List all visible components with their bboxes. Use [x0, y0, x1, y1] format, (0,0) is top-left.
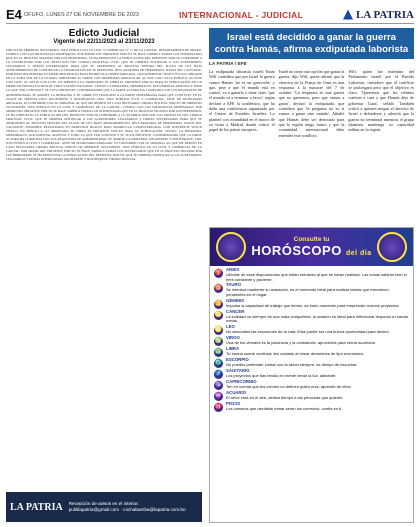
article-col-3: Wilf, quien fue miembro del Parlamento israelí por el Partido Laborista, consideró que el conflicto se prolongará pero que el objetivo es claro. 'Queremos que los rehenes vuelvan a casa y que Hamás deje de gobernar Gaza', señaló. También criticó a quienes niegan el derecho de Israel a defenderse y advirtió que la guerra no terminará mientras el grupo islamista mantenga su capacidad militar en la región. — [348, 69, 414, 133]
footer-line-1: Recepción de avisos en el interior: — [68, 501, 139, 506]
article-column — [209, 28, 414, 523]
edict-title: Edicto Judicial — [68, 28, 140, 39]
page-number: E4 — [6, 7, 22, 22]
footer-contact — [69, 501, 186, 513]
sign-name: ACUARIO — [226, 390, 247, 396]
sign-text: Ubícate de esas disposiciones que están entrando al que se harán realidad. Las cosas saldrán bien si eres constante y paciente. — [226, 271, 407, 282]
horoscope-title-suffix: del día — [345, 250, 372, 257]
horoscope-sign — [214, 358, 409, 368]
brand-name: LA PATRIA — [356, 8, 414, 21]
sign-name: LEO — [226, 324, 235, 330]
zodiac-sign-icon: ♈ — [214, 270, 223, 276]
horoscope-sign — [214, 283, 409, 297]
article-col-1: La exdiputada laborista israelí Einat Wilf considera que por Israel la guerra contra Hamás 'no es un genocidio' y que, pese a que 'el mundo está en contra', va a ganarla y tiene claro 'que el mundo va a terminar a favor', según declaró a EFE la académica, que ha dado una conferencia organizada por el Centro de Estudios Israelíes. Lo planteó con rotundidad en el marco de su visita a Madrid, donde criticó el papel de los países europeos. — [209, 69, 275, 133]
zodiac-sign-icon: ♒ — [214, 393, 223, 400]
sign-body — [226, 391, 343, 401]
horoscope-header — [210, 228, 413, 266]
sign-text: El amor está en el aire, dedica tiempo a las personas que quieres. — [226, 394, 344, 400]
horoscope-sign — [214, 310, 409, 324]
article-byline: LA PATRIA / EFE — [209, 62, 247, 67]
sign-text: Impulsa la capacidad de trabajo que tienes, es buen momento para emprender nuevos proyectos. — [226, 302, 400, 308]
sign-text: Se interesa mantener su actuación, es el momento ideal para realizar tareas que estuvieron pendientes en el hogar. — [226, 287, 389, 297]
sign-body — [226, 283, 409, 297]
horoscope-sign — [214, 391, 409, 401]
horoscope-sign — [214, 347, 409, 357]
sign-name: CAPRICORNIO — [226, 379, 257, 385]
sign-body — [226, 268, 409, 282]
edict-body: EDICTO DE ABIERTOS SUCESIONES. JUEZ PÚBLICO EN LO CIVIL Y COMERCIAL Nº 17 DE LA CAPITAL, DEPARTAMENTO DE ORURO, CUMPLE CON LAS DILIGENCIAS ORDENADAS. POR MEDIO DEL PRESENTE EDICTO SE HACE SABER A TODOS LOS INTERESADOS QUE EN EL PROCESO SEGUIDO POR LOS HEREDEROS, SE HA DISPUESTO LA PUBLICACIÓN DEL PRESENTE EDICTO CONFORME A LO ESTABLECIDO POR LOS ARTÍCULOS DEL CÓDIGO PROCESAL CIVIL. QUE SE ORDENA NOTIFICAR A LOS ACREEDORES, LEGATARIOS Y DEMÁS INTERESADOS PARA QUE SE APERSONEN AL PROCESO DENTRO DEL PLAZO DE LEY BAJO APERCIBIMIENTO DE CONTINUAR LA TRAMITACIÓN EN SU REBELDÍA. DECLARATORIA DE HEREDEROS, DATOS DEL CAUSANTE, INMUEBLE REGISTRADO EN DERECHOS REALES BAJO MATRÍCULA COMPUTARIZADA, CON SUPERFICIE SEGÚN TÍTULO, UBICADO EN LA ZONA SUR DE LA CIUDAD, LIMITANDO AL NORTE CON PROPIEDAD PARTICULAR, AL SUR CON CALLE PÚBLICA, AL ESTE CON LOTE, AL OESTE CON LOTE. EN MÉRITO A LO ORDENADO SE LIBRA EL PRESENTE EDICTO PARA SU PUBLICACIÓN EN UN MEDIO DE PRENSA ESCRITA DE CIRCULACIÓN NACIONAL. VISTOS: LA DEMANDA, MEMORIALES, DOCUMENTAL ADJUNTA Y TODO LO QUE VER CONVINO Y SE TUVO PRESENTE, CONSIDERANDO QUE LA PARTE ACTORA HA CUMPLIDO CON LOS REQUISITOS DE ADMISIBILIDAD, SE ADMITE LA DEMANDA Y SE CORRE EN TRASLADO A LA PARTE DEMANDADA PARA QUE CONTESTE EN EL PLAZO DE TREINTA DÍAS. REGÍSTRESE Y NOTIFÍQUESE. FDO. JUEZ PÚBLICO CIVIL Y COMERCIAL. ANTE MÍ SECRETARIO ABOGADO. ES CONFORME CON SU ORIGINAL AL QUE ME REMITO EN CASO NECESARIO. ORURO, BOLIVIA. EDICTO DE ABIERTOS SUCESIONES. JUEZ PÚBLICO EN LO CIVIL Y COMERCIAL DE LA CAPITAL, CUMPLE CON LAS DILIGENCIAS ORDENADAS. POR MEDIO DEL PRESENTE EDICTO SE HACE SABER A TODOS LOS INTERESADOS QUE EN EL PROCESO SEGUIDO POR LOS HEREDEROS, SE HA DISPUESTO LA PUBLICACIÓN DEL PRESENTE EDICTO CONFORME A LO ESTABLECIDO POR LOS ARTÍCULOS DEL CÓDIGO PROCESAL CIVIL. QUE SE ORDENA NOTIFICAR A LOS ACREEDORES, LEGATARIOS Y DEMÁS INTERESADOS PARA QUE SE APERSONEN AL PROCESO DENTRO DEL PLAZO DE LEY BAJO APERCIBIMIENTO. DECLARATORIA DE HEREDEROS, DATOS DEL CAUSANTE, INMUEBLE REGISTRADO EN DERECHOS REALES BAJO MATRÍCULA COMPUTARIZADA, CON SUPERFICIE SEGÚN TÍTULO. EN MÉRITO A LO ORDENADO SE LIBRA EL PRESENTE EDICTO PARA SU PUBLICACIÓN. VISTOS: LA DEMANDA, MEMORIALES, DOCUMENTAL ADJUNTA Y TODO LO QUE VER CONVINO Y SE TUVO PRESENTE, CONSIDERANDO QUE LA PARTE ACTORA HA CUMPLIDO CON LOS REQUISITOS DE ADMISIBILIDAD, SE ADMITE LA DEMANDA. REGÍSTRESE Y NOTIFÍQUESE. FDO. JUEZ PÚBLICO CIVIL Y COMERCIAL. ANTE MÍ SECRETARIO ABOGADO. ES CONFORME CON SU ORIGINAL AL QUE ME REMITO EN CASO NECESARIO. ORURO, BOLIVIA. EDICTO DE ABIERTOS SUCESIONES. JUEZ PÚBLICO EN LO CIVIL Y COMERCIAL DE LA CAPITAL. POR MEDIO DEL PRESENTE EDICTO SE HACE SABER A TODOS LOS INTERESADOS QUE EN EL PROCESO SEGUIDO POR LOS HEREDEROS SE HA DISPUESTO LA PUBLICACIÓN DEL PRESENTE EDICTO. QUE SE ORDENA NOTIFICAR A LOS ACREEDORES, LEGATARIOS Y DEMÁS INTERESADOS. REGÍSTRESE Y NOTIFÍQUESE. ORURO, BOLIVIA. — [6, 48, 202, 162]
sign-body — [226, 380, 352, 390]
zodiac-sign-icon: ♌ — [214, 327, 223, 334]
zodiac-wheel-icon — [216, 232, 246, 262]
zodiac-sign-icon: ♏ — [214, 360, 223, 367]
sign-name: ESCORPIO — [226, 357, 249, 363]
horoscope-title — [251, 243, 371, 258]
sign-body — [226, 347, 364, 357]
zodiac-sign-icon: ♋ — [214, 311, 223, 318]
edict-subtitle: Vigente del 22/11/2023 al 23/11/2023 — [53, 39, 155, 45]
zodiac-sign-icon: ♉ — [214, 285, 223, 292]
zodiac-sign-icon: ♍ — [214, 338, 223, 345]
section-title: INTERNACIONAL - JUDICIAL — [178, 9, 304, 20]
edict-column — [6, 28, 202, 488]
horoscope-sign — [214, 325, 409, 335]
footer-brand: LA PATRIA — [10, 501, 63, 513]
horoscope-title-text: HORÓSCOPO — [251, 243, 342, 258]
footer-line-2: publilapatria@gmail.com · cochabamba@lapatria.com.bo — [68, 507, 186, 512]
dateline: OFUFO, LUNES 27 DE NOVIEMBRE DE 2023 — [24, 11, 139, 18]
sign-name: SAGITARIO — [226, 368, 250, 374]
sign-name: ARIES — [226, 267, 240, 272]
sign-text: No descuides las emociones de la vida. Esta puede ser una buena oportunidad para decirlo. — [226, 328, 390, 334]
horoscope-sign — [214, 369, 409, 379]
sign-body — [226, 336, 376, 346]
zodiac-wheel-icon — [377, 232, 407, 262]
sign-text: No puedes pretender contar con la razón siempre, es tiempo de escuchar. — [226, 361, 358, 367]
sign-body — [226, 402, 342, 412]
sign-text: Los proyectos que has tenido en mente verán la luz, adelante. — [226, 372, 337, 378]
brand-mark-icon — [343, 10, 353, 20]
horoscope-box — [209, 227, 414, 523]
horoscope-signs — [210, 266, 413, 415]
sign-text: Los caminos que decidiste tomar serán los correctos, confía en ti. — [226, 405, 343, 411]
sign-name: PISCIS — [226, 401, 241, 407]
sign-body — [226, 325, 390, 335]
page-footer — [6, 492, 202, 522]
sign-name: VIRGO — [226, 335, 240, 341]
horoscope-sign — [214, 402, 409, 412]
zodiac-sign-icon: ♊ — [214, 300, 223, 307]
zodiac-sign-icon: ♑ — [214, 382, 223, 389]
sign-body — [226, 369, 336, 379]
article-body — [209, 69, 414, 226]
horoscope-sign — [214, 268, 409, 282]
horoscope-sign — [214, 380, 409, 390]
page-header — [6, 6, 414, 24]
sign-body — [226, 310, 409, 324]
sign-text: Una de tus virtudes es la paciencia y la constancia, aprovecha para cerrar acuerdos. — [226, 339, 376, 345]
sign-body — [226, 299, 399, 309]
brand-logo — [343, 9, 414, 21]
sign-name: CÁNCER — [226, 308, 245, 314]
sign-text: Ten en cuenta que tus errores no definen quién eres, aprende de ellos. — [226, 383, 352, 389]
article-headline: Israel está decidido a ganar la guerra contra Hamás, afirma exdiputada laborista — [209, 28, 414, 59]
zodiac-sign-icon: ♓ — [214, 404, 223, 411]
sign-text: Tu buena suerte continúa, ten cuidado al tomar decisiones de tipo económico. — [226, 350, 365, 356]
article-col-2: Israel no tiene otra opción que ganar la guerra, dijo Wilf, quien afirmó que la ofensiva en la Franja de Gaza es una respuesta a la masacre del 7 de octubre. 'La respuesta es una guerra que no queremos, pero que vamos a ganar', declaró la exdiputada, que considera que 'la pregunta no es si vamos a ganar sino cuándo'. Añadió que Hamás debe ser derrotado para que la región tenga futuro y que la comunidad internacional debe entender este conflicto. — [278, 69, 345, 138]
zodiac-sign-icon: ♐ — [214, 371, 223, 378]
horoscope-sign — [214, 336, 409, 346]
sign-name: TAURO — [226, 282, 241, 288]
sign-body — [226, 358, 357, 368]
zodiac-sign-icon: ♎ — [214, 349, 223, 356]
horoscope-kicker: Consulte tu — [293, 236, 330, 243]
sign-name: GÉMINIS — [226, 297, 245, 303]
horoscope-sign — [214, 299, 409, 309]
sign-text: La soledad no siempre es una mala compañera, la ocasión es ideal para reflexionar respecto a nuevas metas. — [226, 313, 409, 324]
sign-name: LIBRA — [226, 346, 240, 352]
